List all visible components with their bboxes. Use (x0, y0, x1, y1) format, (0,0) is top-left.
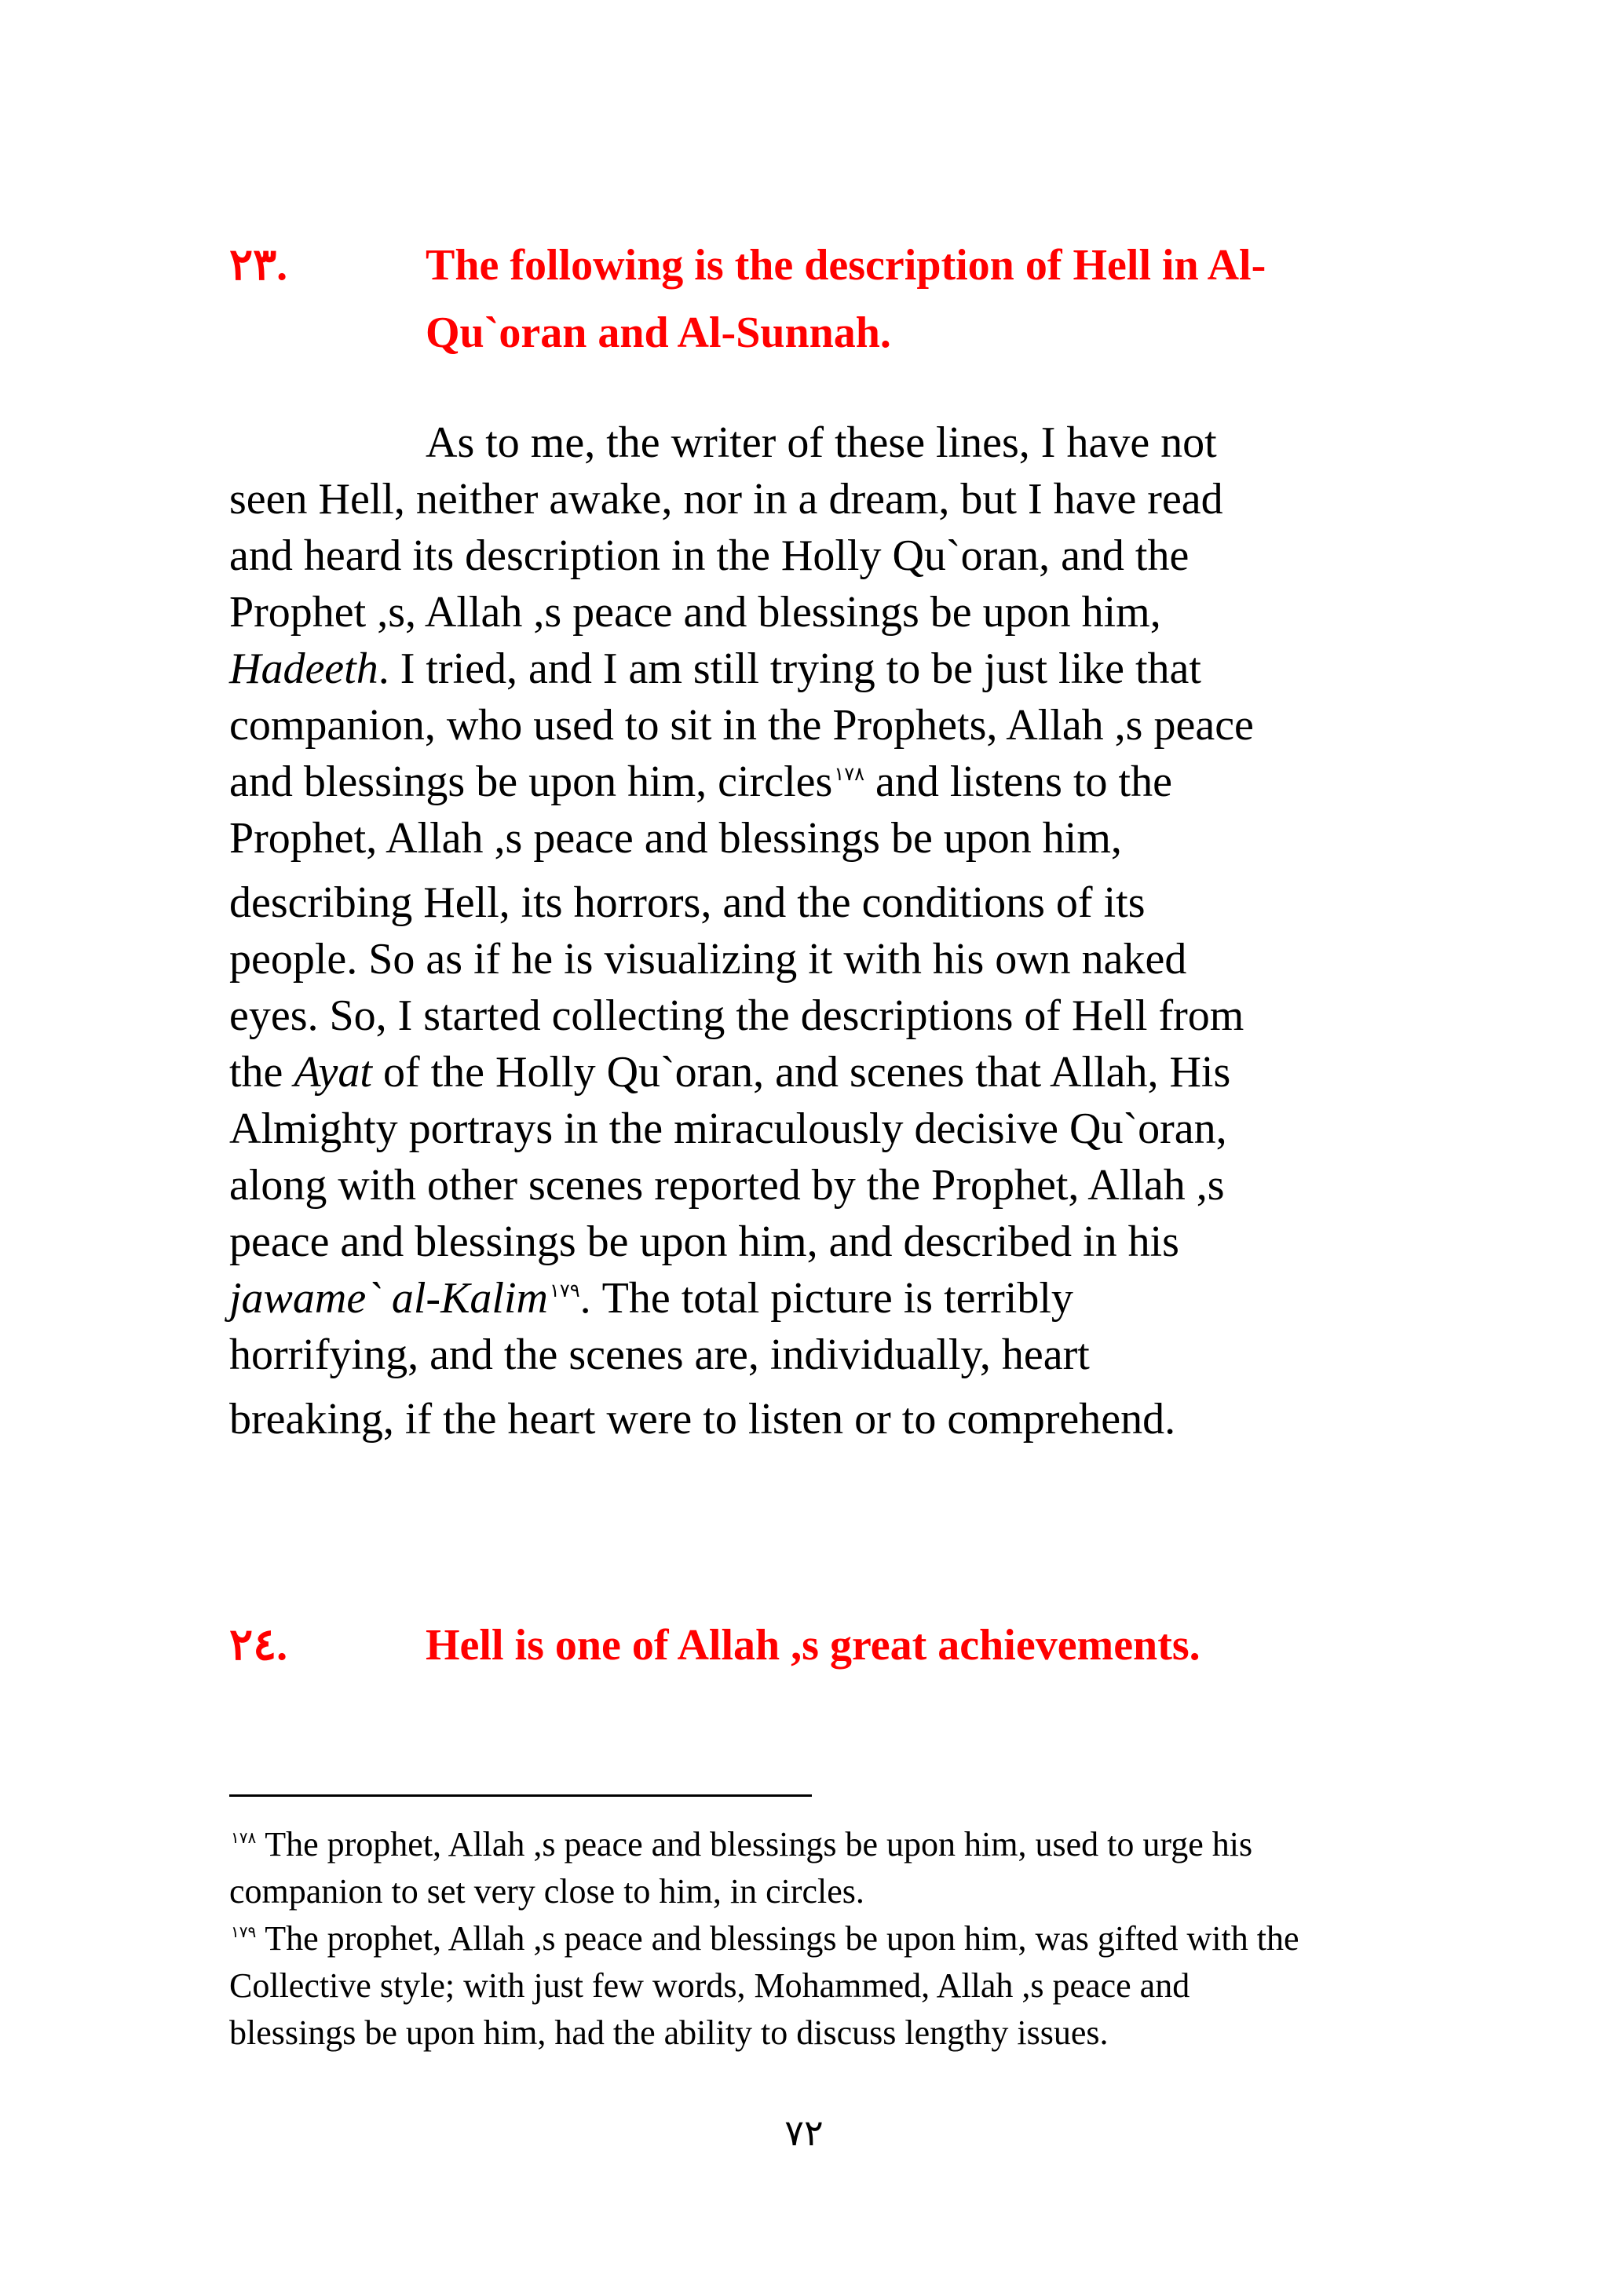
line-text: the (229, 1048, 294, 1097)
footnote-mark: ١٧٩ (231, 1924, 257, 1942)
paragraph-line: people. So as if he is visualizing it with his own naked (229, 935, 1187, 984)
paragraph-line: breaking, if the heart were to listen or to comprehend. (229, 1395, 1176, 1444)
section-heading-24 (229, 1612, 1407, 1682)
paragraph-line: peace and blessings be upon him, and described in his (229, 1217, 1179, 1266)
body-paragraph (229, 414, 1383, 1447)
italic-term: Hadeeth (229, 644, 378, 693)
line-text: . I tried, and I am still trying to be just like that (378, 644, 1201, 693)
section-title-line: The following is the description of Hell in Al- (426, 241, 1266, 290)
section-heading-23 (229, 232, 1407, 373)
paragraph-line: along with other scenes reported by the Prophet, Allah ,s (229, 1161, 1225, 1210)
paragraph-line: eyes. So, I started collecting the descriptions of Hell from (229, 991, 1244, 1040)
footnote-text: The prophet, Allah ,s peace and blessings be upon him, used to urge his (256, 1825, 1253, 1863)
footnote-line: blessings be upon him, had the ability to discuss lengthy issues. (229, 2013, 1109, 2052)
footnote-line (229, 1915, 1391, 1962)
paragraph-line: horrifying, and the scenes are, individually, heart (229, 1331, 1090, 1379)
footnote-reference[interactable]: ١٧٨ (834, 765, 864, 786)
footnotes (229, 1821, 1391, 2057)
paragraph-line: Prophet ,s, Allah ,s peace and blessings be upon him, (229, 588, 1161, 637)
section-number: ٢٣. (229, 241, 288, 290)
paragraph-line (229, 641, 1383, 697)
paragraph-line (229, 1270, 1383, 1327)
paragraph-line: describing Hell, its horrors, and the conditions of its (229, 878, 1146, 927)
line-text: and blessings be upon him, circles (229, 757, 833, 806)
footnote-reference[interactable]: ١٧٩ (549, 1281, 580, 1302)
italic-term: jawame` al-Kalim (229, 1274, 548, 1323)
paragraph-line (229, 754, 1383, 810)
paragraph-line: seen Hell, neither awake, nor in a dream, but I have read (229, 475, 1223, 524)
paragraph-line: companion, who used to sit in the Prophets, Allah ,s peace (229, 701, 1254, 750)
footnote-divider (229, 1794, 812, 1797)
footnote-text: The prophet, Allah ,s peace and blessings be upon him, was gifted with the (256, 1919, 1299, 1958)
footnote-line (229, 1821, 1391, 1868)
footnote-mark: ١٧٨ (231, 1830, 257, 1848)
line-text: of the Holly Qu`oran, and scenes that Allah, His (371, 1048, 1231, 1097)
footnote-line: companion to set very close to him, in circles. (229, 1872, 864, 1911)
footnote-line: Collective style; with just few words, Mohammed, Allah ,s peace and (229, 1966, 1190, 2005)
section-title (426, 232, 1603, 367)
section-number: ٢٤. (229, 1621, 288, 1670)
line-text: . The total picture is terribly (579, 1274, 1073, 1323)
line-text: and listens to the (864, 757, 1172, 806)
page-number: ٧٢ (784, 2113, 824, 2153)
paragraph-line: Prophet, Allah ,s peace and blessings be upon him, (229, 814, 1122, 863)
paragraph-line (229, 1044, 1383, 1101)
section-title-line: Qu`oran and Al-Sunnah. (426, 308, 891, 357)
section-title: Hell is one of Allah ,s great achievements. (426, 1621, 1201, 1670)
paragraph-line: and heard its description in the Holly Qu`oran, and the (229, 531, 1190, 580)
italic-term: Ayat (294, 1048, 372, 1097)
paragraph-line: As to me, the writer of these lines, I have not (426, 418, 1217, 467)
paragraph-line: Almighty portrays in the miraculously decisive Qu`oran, (229, 1104, 1227, 1153)
